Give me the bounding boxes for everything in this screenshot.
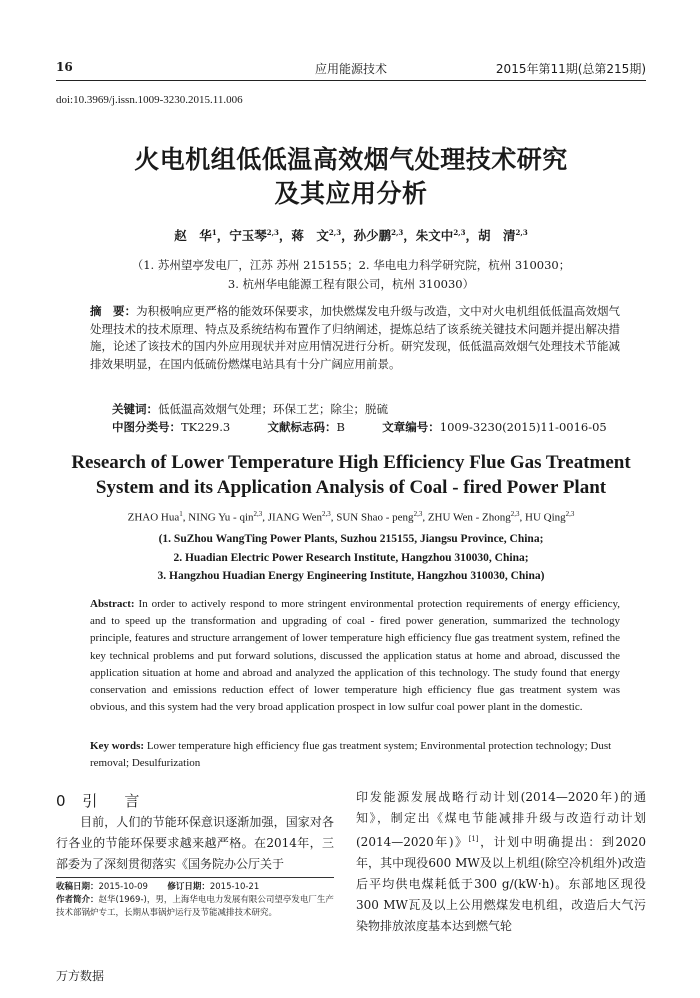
title-en-line2: System and its Application Analysis of Coal - fired Power Plant bbox=[95, 477, 607, 498]
doc-code-label: 文献标志码： bbox=[267, 420, 337, 434]
affiliation-cn-line2: 3. 杭州华电能源工程有限公司，杭州 310030） bbox=[227, 277, 475, 291]
keywords-en-label: Key words: bbox=[90, 740, 145, 752]
author-cn: ，朱文中 bbox=[403, 228, 454, 243]
author-en-aff: 2,3 bbox=[565, 510, 575, 518]
author-en-aff: 2,3 bbox=[510, 510, 520, 518]
author-en-aff: 2,3 bbox=[253, 510, 263, 518]
keywords-cn-text: 低低温高效烟气处理；环保工艺；除尘；脱硫 bbox=[158, 402, 388, 416]
footnote-rule bbox=[56, 877, 334, 878]
authors-en bbox=[56, 510, 646, 524]
body-left-column bbox=[56, 812, 334, 875]
author-en-aff: 1 bbox=[179, 510, 183, 518]
author-cn-aff: 2,3 bbox=[391, 227, 404, 237]
keywords-cn bbox=[112, 400, 622, 418]
author-bio-label: 作者简介： bbox=[56, 895, 99, 905]
body-left-paragraph: 目前，人们的节能环保意识逐渐加强，国家对各行各业的节能环保要求越来越严格。在2014年，三部委为了深刻贯彻落实《国务院办公厅关于 bbox=[56, 815, 334, 871]
author-en: ZHAO Hua bbox=[127, 511, 180, 524]
title-cn-line2: 及其应用分析 bbox=[274, 179, 428, 208]
author-en-aff: 2,3 bbox=[413, 510, 423, 518]
author-en: , NING Yu - qin bbox=[182, 511, 254, 524]
title-en-line1: Research of Lower Temperature High Efficiency Flue Gas Treatment bbox=[71, 452, 631, 473]
affiliations-cn bbox=[56, 256, 646, 294]
section-heading-introduction bbox=[56, 790, 145, 811]
body-right-text-cont: ，计划中明确提出：到2020年，其中现役600 MW及以上机组(除空冷机组外)改造后平均供电煤耗低于300 g/(kW·h)。东部地区现役300 MW瓦及以上公用燃煤发电机组，改造后大气污染物排放浓度基本达到燃气轮 bbox=[356, 835, 646, 933]
author-en: , SUN Shao - peng bbox=[330, 511, 414, 524]
author-cn-aff: 2,3 bbox=[453, 227, 466, 237]
author-cn-aff: 2,3 bbox=[515, 227, 528, 237]
author-en: , ZHU Wen - Zhong bbox=[422, 511, 511, 524]
title-cn-line1: 火电机组低低温高效烟气处理技术研究 bbox=[134, 145, 568, 174]
abstract-cn-text: 为积极响应更严格的能效环保要求，加快燃煤发电升级与改造，文中对火电机组低低温高效烟气处理技术的技术原理、特点及系统结构布置作了归纳阐述，提炼总结了该系统关键技术问题并提出解决措施，论述了该技术的国内外应用现状并对应用情况进行分析。研究发现，低低温高效烟气处理技术节能减排效果明显，在国内低硫份燃煤电站具有十分广阔应用前景。 bbox=[90, 304, 620, 371]
received-date: 2015-10-09 bbox=[98, 882, 148, 892]
clc-label: 中图分类号： bbox=[112, 420, 181, 434]
title-cn bbox=[56, 143, 646, 211]
author-cn-aff: 2,3 bbox=[266, 227, 279, 237]
author-cn: ，胡 清 bbox=[465, 228, 516, 243]
author-en-aff: 2,3 bbox=[322, 510, 331, 518]
page-number: 16 bbox=[56, 60, 73, 74]
author-cn-aff: 2,3 bbox=[328, 227, 342, 237]
classification-cn bbox=[112, 418, 632, 436]
authors-cn bbox=[56, 226, 646, 244]
keywords-en bbox=[90, 738, 620, 772]
author-cn: ，宁玉琴 bbox=[216, 228, 267, 243]
received-label: 收稿日期： bbox=[56, 882, 99, 892]
affiliation-en-line2: 2. Huadian Electric Power Research Institute, Hangzhou 310030, China; bbox=[173, 551, 529, 564]
issue-info: 2015年第11期(总第215期) bbox=[495, 62, 646, 76]
section-number: 0 bbox=[56, 792, 72, 810]
abstract-cn bbox=[90, 303, 620, 373]
author-en: , HU Qing bbox=[519, 511, 566, 524]
abstract-en-label: Abstract: bbox=[90, 598, 135, 610]
author-bio-text: 赵华(1969-)，男，上海华电电力发展有限公司望亭发电厂生产技术部锅炉专工，长期从事锅炉运行及节能减排技术研究。 bbox=[56, 895, 334, 918]
body-right-text: 印发能源发展战略行动计划(2014—2020年)的通知》，制定出《煤电节能减排升级与改造行动计划(2014—2020年)》 bbox=[356, 790, 646, 849]
affiliation-en-line1: (1. SuZhou WangTing Power Plants, Suzhou 215155, Jiangsu Province, China; bbox=[158, 533, 544, 545]
revised-date: 2015-10-21 bbox=[209, 882, 260, 892]
title-en bbox=[56, 450, 646, 500]
abstract-en-text: In order to actively respond to more stringent environmental protection requirements of energy efficiency, and to speed up the transformation and upgrading of coal - fired power generation, summarized the technology principle, features and structure arrangement of lower temperature high efficiency flue gas treatment system, refined the key technical problems and put forward solutions, discussed the application status at home and abroad, discussed the application situation at home and abroad and analyzed the application of this technology. The study found that energy conservation and emissions reduction effect of lower temperature high efficiency flue gas treatment system was obvious, and this system had the very broad application prospect in low sulfur coal power plant in the domestic. bbox=[90, 598, 620, 714]
section-title: 引 言 bbox=[82, 792, 146, 810]
revised-label: 修订日期： bbox=[167, 882, 210, 892]
footer-watermark: 万方数据 bbox=[56, 969, 105, 983]
citation-ref[interactable]: [1] bbox=[468, 835, 479, 843]
clc-value: TK229.3 bbox=[181, 420, 231, 434]
author-en: , JIANG Wen bbox=[262, 511, 322, 524]
footnote-dates bbox=[56, 881, 334, 894]
author-cn: ，蒋 文 bbox=[278, 228, 329, 243]
body-right-column bbox=[356, 787, 646, 937]
running-header bbox=[56, 58, 646, 80]
affiliation-en-line3: 3. Hangzhou Huadian Energy Engineering Institute, Hangzhou 310030, China) bbox=[157, 570, 545, 582]
article-id-label: 文章编号： bbox=[382, 420, 440, 434]
doi: doi:10.3969/j.issn.1009-3230.2015.11.006 bbox=[56, 94, 243, 106]
abstract-en bbox=[90, 596, 620, 716]
keywords-en-text: Lower temperature high efficiency flue gas treatment system; Environmental protection technology; Dust removal; Desulfurization bbox=[90, 740, 612, 770]
affiliations-en bbox=[56, 530, 646, 586]
footnote bbox=[56, 881, 334, 920]
author-cn: ，孙少鹏 bbox=[341, 228, 392, 243]
affiliation-cn-line1: （1. 苏州望亭发电厂，江苏 苏州 215155；2. 华电电力科学研究院，杭州 310030； bbox=[131, 258, 571, 272]
journal-name: 应用能源技术 bbox=[314, 62, 387, 76]
author-cn: 赵 华 bbox=[174, 228, 212, 243]
article-id-value: 1009-3230(2015)11-0016-05 bbox=[439, 420, 607, 434]
abstract-cn-label: 摘 要： bbox=[90, 304, 137, 318]
keywords-cn-label: 关键词： bbox=[112, 402, 158, 416]
author-cn-aff: 1 bbox=[211, 227, 217, 237]
doc-code-value: B bbox=[336, 420, 345, 434]
footnote-author bbox=[56, 894, 334, 920]
header-rule bbox=[56, 80, 646, 81]
